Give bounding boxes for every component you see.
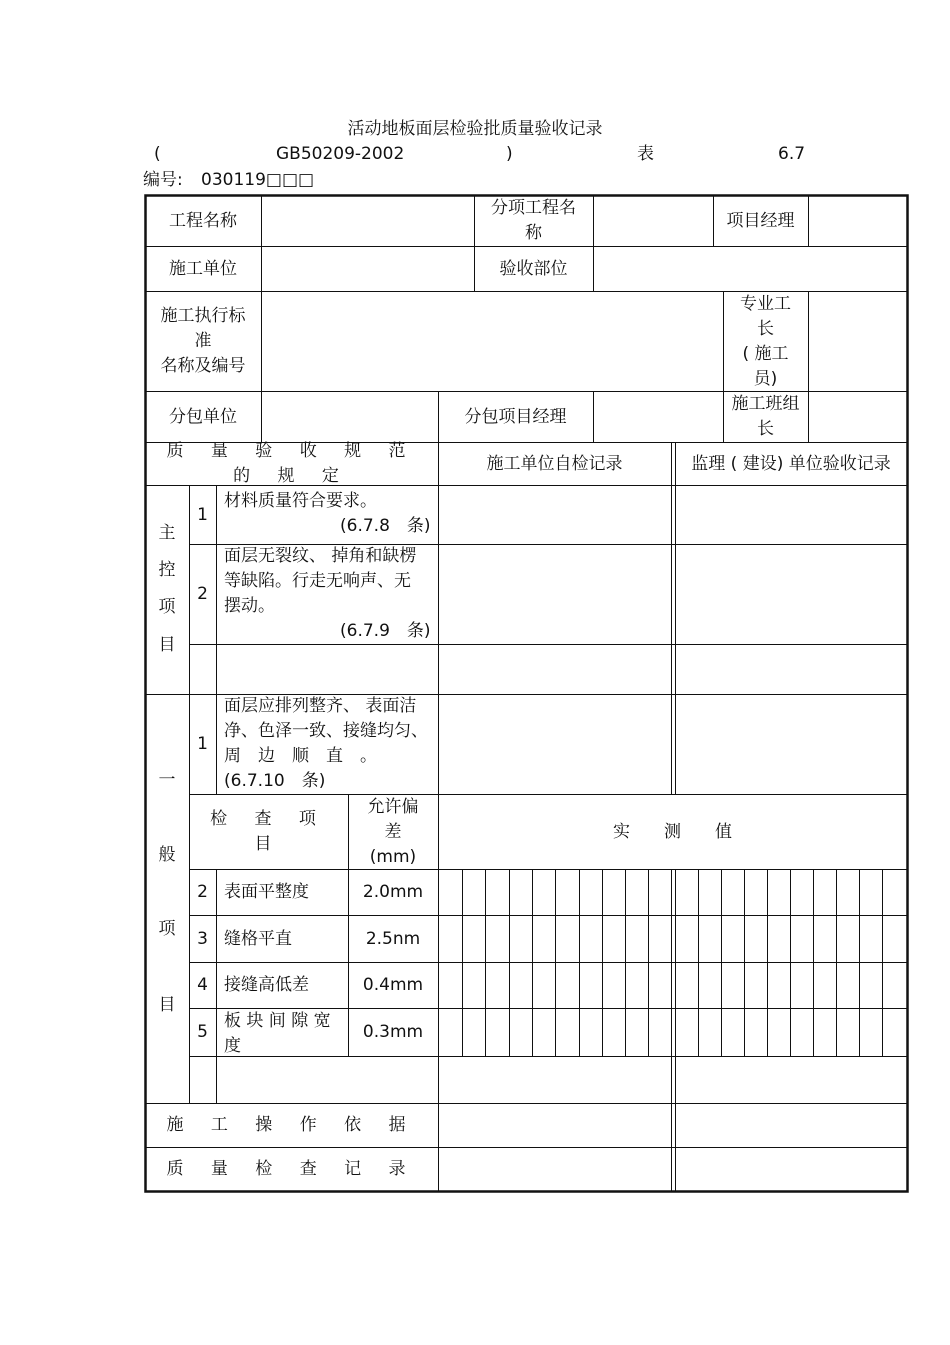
paren-close: ) bbox=[506, 144, 513, 164]
check-item-header bbox=[189, 795, 348, 869]
sub-project-line1: 分项工程名 bbox=[491, 198, 576, 218]
sub-project-line2: 称 bbox=[525, 223, 542, 243]
sub-manager-label: 分包项目经理 bbox=[464, 406, 567, 427]
constructor-unit-label: 施工单位 bbox=[169, 258, 237, 279]
general-item-1-line2: 净、色泽一致、接缝均匀、 bbox=[224, 721, 428, 741]
standard-line1: 施工执行标 bbox=[160, 306, 246, 326]
table-word: 表 bbox=[637, 144, 654, 164]
check-row-2-tolerance: 2.0mm bbox=[362, 882, 424, 902]
standard-label bbox=[145, 292, 261, 391]
foreman-line3: ( 施工 bbox=[742, 343, 789, 364]
foreman-label bbox=[723, 292, 808, 391]
team-line1: 施工班组 bbox=[731, 394, 800, 414]
foreman-line4: 员) bbox=[753, 368, 778, 389]
spec-header bbox=[145, 443, 438, 485]
general-char-4: 目 bbox=[158, 995, 176, 1015]
project-manager-label: 项目经理 bbox=[726, 210, 795, 231]
acceptance-part-label: 验收部位 bbox=[499, 258, 568, 279]
foreman-line1: 专业工 bbox=[740, 293, 791, 314]
quality-record-label bbox=[145, 1148, 438, 1191]
main-item-2-no: 2 bbox=[197, 584, 208, 604]
self-check-header: 施工单位自检记录 bbox=[486, 453, 623, 474]
check-row-5-name-line1: 板 块 间 隙 宽 bbox=[224, 1011, 331, 1031]
check-row-2-no: 2 bbox=[197, 882, 208, 902]
check-row-3-name: 缝格平直 bbox=[224, 928, 292, 949]
subcontractor-label: 分包单位 bbox=[169, 406, 237, 427]
general-item-1-clause: (6.7.10 条) bbox=[224, 771, 326, 791]
standard-line2: 准 bbox=[194, 331, 212, 351]
main-control-char-3: 项 bbox=[158, 597, 176, 617]
main-item-2-clause: (6.7.9 条) bbox=[340, 621, 431, 641]
main-item-2-line2: 等缺陷。行走无响声、无 bbox=[224, 571, 411, 591]
foreman-line2: 长 bbox=[757, 318, 774, 339]
main-control-char-2: 控 bbox=[158, 560, 176, 580]
code-label: 编号: bbox=[143, 170, 183, 190]
standard-code: GB50209-2002 bbox=[276, 144, 405, 164]
operation-basis-label bbox=[145, 1104, 438, 1147]
sub-project-label bbox=[474, 196, 593, 246]
spec-header-text: 质 量 验 收 规 范 的 规 定 bbox=[166, 441, 417, 486]
check-row-4-no: 4 bbox=[197, 975, 208, 995]
general-item-1-line3: 周 边 顺 直 。 bbox=[224, 746, 377, 766]
check-row-2-name: 表面平整度 bbox=[224, 882, 309, 902]
team-leader-label bbox=[723, 392, 808, 442]
check-row-3-tolerance: 2.5nm bbox=[365, 928, 421, 949]
check-row-5-name bbox=[224, 1009, 348, 1056]
allowance-line3: (mm) bbox=[369, 846, 417, 867]
page-title: 活动地板面层检验批质量验收记录 bbox=[347, 119, 603, 139]
general-item-1-no: 1 bbox=[197, 734, 208, 754]
general-char-1: 一 bbox=[158, 770, 176, 790]
main-item-2-line3: 摆动。 bbox=[224, 596, 275, 616]
allowance-line2: 差 bbox=[384, 821, 402, 842]
measured-header: 实 测 值 bbox=[613, 821, 732, 842]
main-item-1-clause: (6.7.8 条) bbox=[340, 516, 431, 536]
check-row-4-name: 接缝高低差 bbox=[224, 975, 309, 995]
main-item-1-no: 1 bbox=[197, 504, 208, 525]
supervision-header: 监理 ( 建设) 单位验收记录 bbox=[691, 453, 891, 474]
check-row-5-name-line2: 度 bbox=[224, 1036, 241, 1056]
allowance-line1: 允许偏 bbox=[367, 796, 419, 817]
main-control-char-1: 主 bbox=[158, 523, 176, 543]
allowance-header bbox=[348, 795, 438, 869]
check-row-5-tolerance: 0.3mm bbox=[362, 1022, 424, 1042]
check-row-4-tolerance: 0.4mm bbox=[362, 975, 424, 995]
check-row-3-no: 3 bbox=[197, 928, 208, 949]
general-char-3: 项 bbox=[158, 919, 176, 939]
standard-line3: 名称及编号 bbox=[160, 356, 246, 376]
check-row-5-no: 5 bbox=[197, 1022, 208, 1042]
general-item-1-line1: 面层应排列整齐、 表面洁 bbox=[224, 696, 417, 716]
check-item-header-text: 检 查 项 目 bbox=[210, 809, 327, 854]
main-control-char-4: 目 bbox=[158, 635, 176, 655]
main-item-2-line1: 面层无裂纹、 掉角和缺楞 bbox=[224, 546, 417, 566]
code-value: 030119□□□ bbox=[201, 170, 315, 190]
operation-basis-text: 施 工 操 作 依 据 bbox=[166, 1115, 417, 1135]
team-line2: 长 bbox=[757, 419, 774, 439]
general-char-2: 般 bbox=[158, 845, 176, 865]
quality-record-text: 质 量 检 查 记 录 bbox=[166, 1159, 417, 1179]
project-name-label: 工程名称 bbox=[169, 210, 237, 231]
table-number: 6.7 bbox=[778, 144, 806, 164]
main-item-1-text: 材料质量符合要求。 bbox=[224, 491, 377, 511]
paren-open: ( bbox=[154, 144, 161, 164]
